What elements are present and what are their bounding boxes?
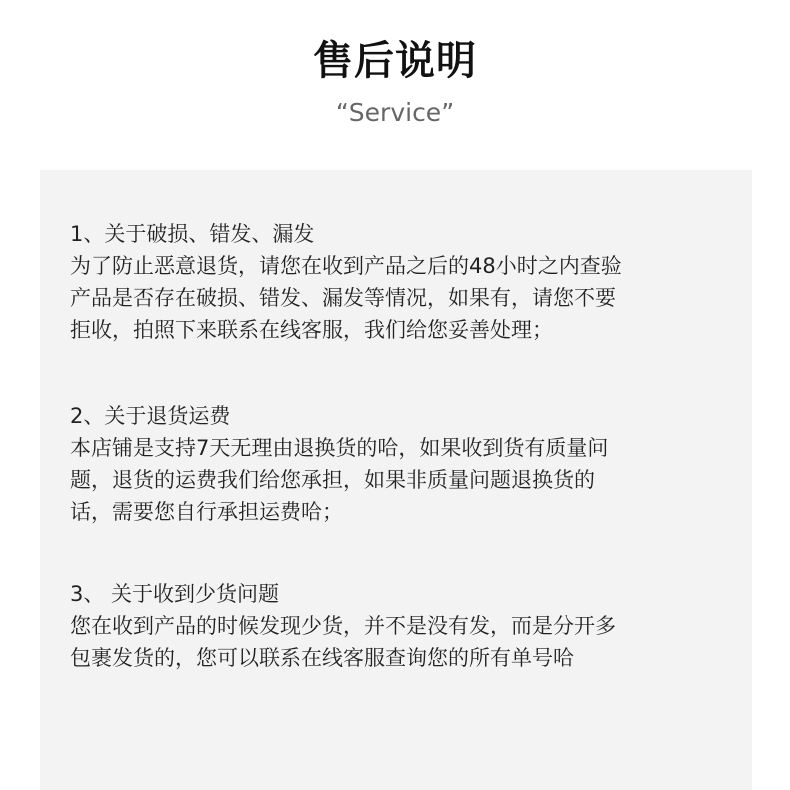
- section-return-shipping: [70, 400, 730, 528]
- section-damage-wrong-missing: [70, 218, 730, 346]
- section-heading: 1、关于破损、错发、漏发: [70, 222, 315, 246]
- section-text-line: 您在收到产品的时候发现少货，并不是没有发，而是分开多: [70, 614, 616, 638]
- page-subtitle: “Service”: [335, 98, 455, 127]
- section-heading: 2、关于退货运费: [70, 404, 231, 428]
- section-text-line: 产品是否存在破损、错发、漏发等情况，如果有，请您不要: [70, 286, 616, 310]
- section-text-line: 题，退货的运费我们给您承担，如果非质量问题退换货的: [70, 468, 595, 492]
- content-panel: [40, 170, 752, 790]
- section-missing-items: [70, 578, 730, 674]
- section-text-line: 本店铺是支持7天无理由退换货的哈，如果收到货有质量问: [70, 436, 609, 460]
- section-text-line: 话，需要您自行承担运费哈；: [70, 500, 343, 524]
- section-text-line: 包裹发货的，您可以联系在线客服查询您的所有单号哈: [70, 646, 574, 670]
- section-text-line: 拒收，拍照下来联系在线客服，我们给您妥善处理；: [70, 318, 553, 342]
- page-header: [0, 0, 790, 170]
- section-heading: 3、 关于收到少货问题: [70, 582, 280, 606]
- page-title: 售后说明: [313, 38, 477, 84]
- section-text-line: 为了防止恶意退货，请您在收到产品之后的48小时之内查验: [70, 254, 622, 278]
